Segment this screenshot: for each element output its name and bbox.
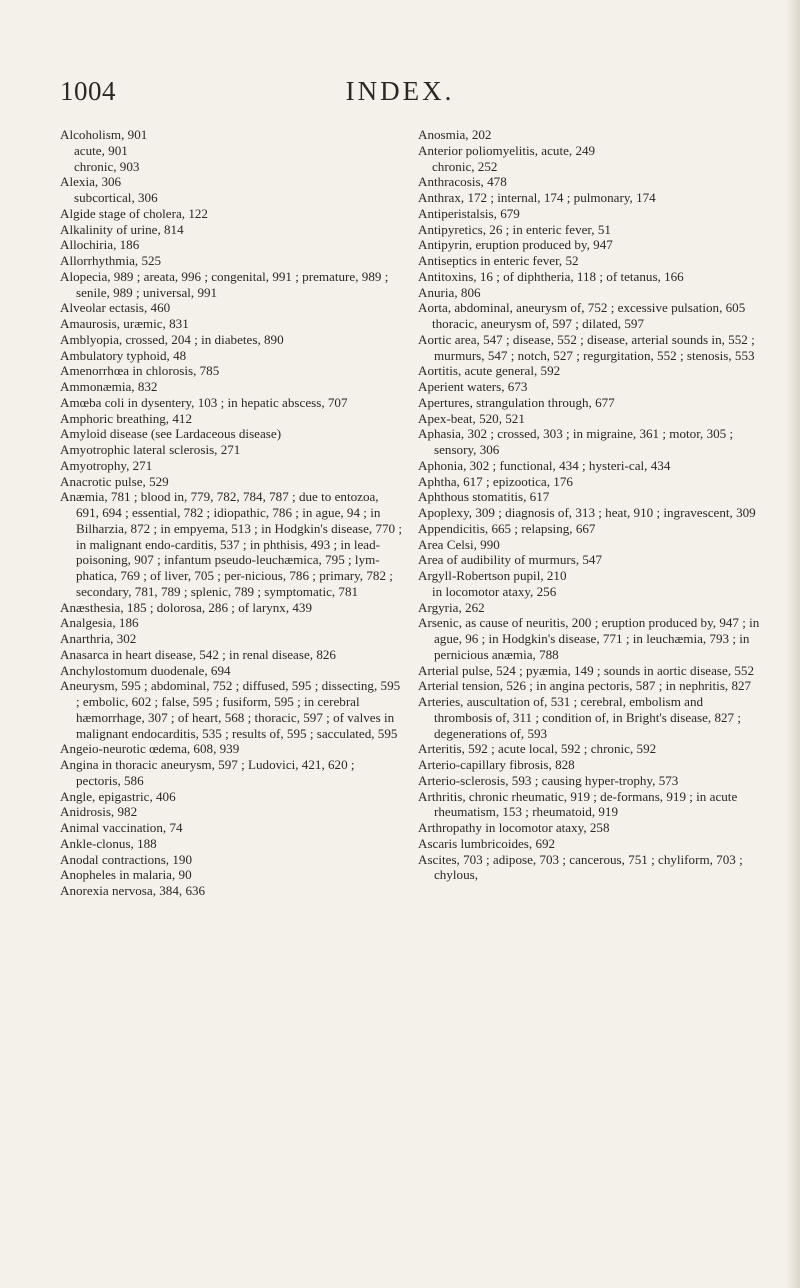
index-subentry: thoracic, aneurysm of, 597 ; dilated, 597 bbox=[432, 316, 644, 331]
page-edge-shadow bbox=[786, 0, 800, 1288]
index-entry: Ascites, 703 ; adipose, 703 ; cancerous, 751 ; chyliform, 703 ; chylous, bbox=[418, 851, 743, 883]
index-entry: Argyria, 262 bbox=[418, 599, 485, 615]
index-entry: Anterior poliomyelitis, acute, 249 bbox=[418, 142, 596, 158]
index-entry: Area Celsi, 990 bbox=[418, 536, 500, 552]
index-entry: Arthropathy in locomotor ataxy, 258 bbox=[418, 820, 610, 835]
index-entry: Alkalinity of urine, 814 bbox=[60, 221, 184, 237]
page-number: 1004 bbox=[60, 76, 116, 106]
index-entry: Alcoholism, 901 bbox=[60, 127, 148, 142]
index-entry: Anidrosis, 982 bbox=[60, 804, 138, 820]
index-entry: Anthrax, 172 ; internal, 174 ; pulmonary, 174 bbox=[418, 190, 656, 205]
index-entry: Allorrhythmia, 525 bbox=[60, 253, 162, 268]
index-entry: Antipyrin, eruption produced by, 947 bbox=[418, 237, 613, 253]
index-entry: Aperient waters, 673 bbox=[418, 379, 528, 394]
index-entry: Arterial tension, 526 ; in angina pectoris, 587 ; in nephritis, 827 bbox=[418, 678, 752, 694]
index-entry: Anæsthesia, 185 ; dolorosa, 286 ; of larynx, 439 bbox=[60, 599, 313, 615]
index-entry: Antipyretics, 26 ; in enteric fever, 51 bbox=[418, 221, 611, 237]
index-entry: Ambulatory typhoid, 48 bbox=[60, 347, 187, 363]
index-entry: Anosmia, 202 bbox=[418, 127, 492, 142]
index-entry: Alexia, 306 bbox=[60, 174, 122, 190]
index-entry: Anodal contractions, 190 bbox=[60, 851, 192, 867]
index-entry: Aphonia, 302 ; functional, 434 ; hysteri-cal, 434 bbox=[418, 457, 671, 473]
index-entry: Amphoric breathing, 412 bbox=[60, 410, 192, 426]
index-entry: Aortitis, acute general, 592 bbox=[418, 363, 561, 379]
index-entry: Aorta, abdominal, aneurysm of, 752 ; excessive pulsation, 605 bbox=[418, 300, 746, 316]
index-entry: Apertures, strangulation through, 677 bbox=[418, 394, 615, 410]
index-column-left bbox=[60, 127, 402, 899]
index-entry: Apoplexy, 309 ; diagnosis of, 313 ; heat, 910 ; ingravescent, 309 bbox=[418, 505, 756, 520]
index-entry: Arterial pulse, 524 ; pyæmia, 149 ; sounds in aortic disease, 552 bbox=[418, 662, 755, 678]
index-entry: Anasarca in heart disease, 542 ; in renal disease, 826 bbox=[60, 646, 336, 662]
index-entry: Alopecia, 989 ; areata, 996 ; congenital, 991 ; premature, 989 ; senile, 989 ; universal, 991 bbox=[60, 268, 389, 300]
index-entry: Amœba coli in dysentery, 103 ; in hepatic abscess, 707 bbox=[60, 394, 348, 410]
index-entry: Appendicitis, 665 ; relapsing, 667 bbox=[418, 520, 596, 536]
page-title: INDEX. bbox=[345, 76, 455, 106]
index-entry: Anuria, 806 bbox=[418, 284, 481, 300]
index-entry: Amyotrophic lateral sclerosis, 271 bbox=[60, 442, 241, 457]
index-entry: Analgesia, 186 bbox=[60, 615, 139, 631]
index-entry: Arsenic, as cause of neuritis, 200 ; eruption produced by, 947 ; in ague, 96 ; in Hodgkin's disease, 771 ; in leuchæmia, 793 ; in pernicious anæmia, 788 bbox=[418, 615, 760, 662]
index-entry: Antiperistalsis, 679 bbox=[418, 205, 520, 221]
index-subentry: subcortical, 306 bbox=[74, 190, 158, 205]
index-entry: Argyll-Robertson pupil, 210 bbox=[418, 568, 567, 583]
index-entry: Amaurosis, uræmic, 831 bbox=[60, 316, 189, 331]
index-entry: Anopheles in malaria, 90 bbox=[60, 867, 192, 883]
index-entry: Amyloid disease (see Lardaceous disease) bbox=[60, 426, 282, 442]
index-entry: Aphtha, 617 ; epizootica, 176 bbox=[418, 473, 573, 489]
index-entry: Amblyopia, crossed, 204 ; in diabetes, 890 bbox=[60, 331, 284, 347]
index-subentry: chronic, 252 bbox=[432, 158, 498, 174]
index-subentry: acute, 901 bbox=[74, 142, 128, 158]
index-subentry: in locomotor ataxy, 256 bbox=[432, 583, 557, 599]
index-entry: Ammonæmia, 832 bbox=[60, 379, 158, 394]
index-entry: Angle, epigastric, 406 bbox=[60, 788, 176, 804]
index-entry: Ascaris lumbricoides, 692 bbox=[418, 835, 556, 851]
index-entry: Arterio-capillary fibrosis, 828 bbox=[418, 757, 575, 772]
index-entry: Aortic area, 547 ; disease, 552 ; disease, arterial sounds in, 552 ; murmurs, 547 ; notch, 527 ; regurgitation, 552 ; stenosis, 553 bbox=[418, 331, 755, 363]
index-entry: Arteritis, 592 ; acute local, 592 ; chronic, 592 bbox=[418, 741, 657, 757]
index-entry: Animal vaccination, 74 bbox=[60, 820, 183, 835]
index-entry: Alveolar ectasis, 460 bbox=[60, 300, 171, 316]
index-entry: Algide stage of cholera, 122 bbox=[60, 205, 208, 221]
index-entry: Anthracosis, 478 bbox=[418, 174, 507, 190]
index-entry: Arterio-sclerosis, 593 ; causing hyper-trophy, 573 bbox=[418, 772, 679, 788]
index-entry: Antiseptics in enteric fever, 52 bbox=[418, 253, 579, 268]
index-entry: Anorexia nervosa, 384, 636 bbox=[60, 883, 206, 898]
index-entry: Apex-beat, 520, 521 bbox=[418, 410, 525, 426]
index-entry: Aneurysm, 595 ; abdominal, 752 ; diffused, 595 ; dissecting, 595 ; embolic, 602 ; false, 595 ; fusiform, 595 ; in cerebral hæmorrhage, 307 ; of heart, 568 ; thoracic, 597 ; of valves in malignant endocarditis, 535 ; results of, 595 ; sacculated, 595 bbox=[60, 678, 401, 741]
index-entry: Anæmia, 781 ; blood in, 779, 782, 784, 787 ; due to entozoa, 691, 694 ; essential, 782 ; idiopathic, 786 ; in ague, 94 ; in Bilharzia, 872 ; in empyema, 513 ; in Hodgkin's disease, 770 ; in malignant endo-carditis, 537 ; in phthisis, 493 ; in lead-poisoning, 907 ; infantum pseudo-leuchæmica, 795 ; lym-phatica, 769 ; of liver, 705 ; per-nicious, 786 ; primary, 782 ; secondary, 781, 789 ; splenic, 789 ; symptomatic, 781 bbox=[60, 489, 403, 599]
index-entry: Angeio-neurotic œdema, 608, 939 bbox=[60, 741, 240, 757]
index-entry: Aphasia, 302 ; crossed, 303 ; in migraine, 361 ; motor, 305 ; sensory, 306 bbox=[418, 426, 734, 457]
index-entry: Area of audibility of murmurs, 547 bbox=[418, 552, 603, 568]
index-entry: Allochiria, 186 bbox=[60, 237, 140, 253]
index-entry: Ankle-clonus, 188 bbox=[60, 835, 157, 851]
index-subentry: chronic, 903 bbox=[74, 158, 140, 174]
index-entry: Anacrotic pulse, 529 bbox=[60, 473, 169, 489]
index-entry: Anarthria, 302 bbox=[60, 631, 137, 646]
index-entry: Antitoxins, 16 ; of diphtheria, 118 ; of tetanus, 166 bbox=[418, 268, 684, 284]
index-entry: Anchylostomum duodenale, 694 bbox=[60, 662, 231, 678]
index-column-right bbox=[418, 127, 760, 883]
index-entry: Angina in thoracic aneurysm, 597 ; Ludovici, 421, 620 ; pectoris, 586 bbox=[60, 757, 355, 788]
index-entry: Arteries, auscultation of, 531 ; cerebral, embolism and thrombosis of, 311 ; condition of, in Bright's disease, 827 ; degenerations of, 593 bbox=[418, 694, 742, 741]
index-entry: Amenorrhœa in chlorosis, 785 bbox=[60, 363, 220, 379]
index-entry: Arthritis, chronic rheumatic, 919 ; de-formans, 919 ; in acute rheumatism, 153 ; rheumatoid, 919 bbox=[418, 788, 738, 820]
index-entry: Amyotrophy, 271 bbox=[60, 457, 153, 473]
index-entry: Aphthous stomatitis, 617 bbox=[418, 489, 550, 505]
